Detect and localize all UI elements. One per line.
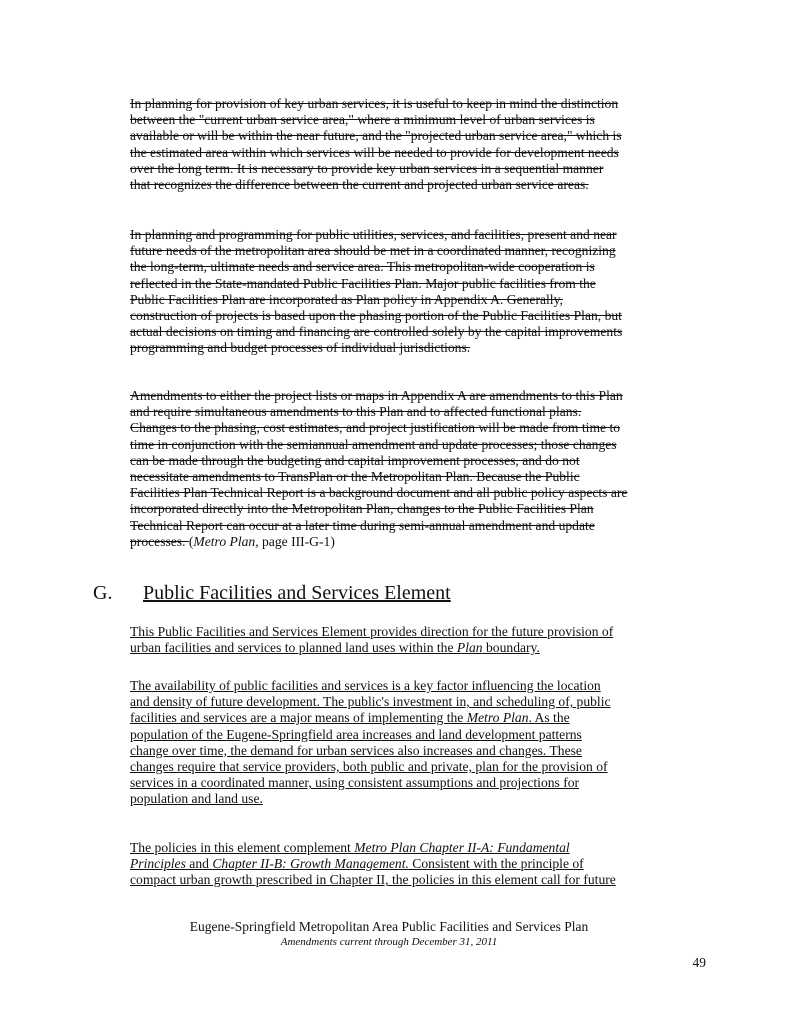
text-line: time in conjunction with the semiannual amendment and update processes; those changes: [130, 436, 617, 452]
text-line: Public Facilities Plan are incorporated as Plan policy in Appendix A. Generally,: [130, 291, 563, 307]
text-line: construction of projects is based upon the phasing portion of the Public Facilities Plan, but: [130, 308, 622, 324]
text-line: the estimated area within which services will be needed to provide for development needs: [130, 144, 619, 160]
text-line: Changes to the phasing, cost estimates, and project justification will be made from time to: [130, 420, 621, 436]
text-line: actual decisions on timing and financing are controlled solely by the capital improvements: [130, 324, 623, 340]
text-line: programming and budget processes of individual jurisdictions.: [130, 340, 471, 356]
text-line: reflected in the State-mandated Public Facilities Plan. Major public facilities from the: [130, 275, 596, 291]
chapter-ref-italic: Principles: [130, 856, 186, 872]
text-line: [130, 710, 710, 726]
text-line: that recognizes the difference between the current and projected urban service areas.: [130, 177, 589, 193]
text-run: boundary.: [482, 640, 540, 656]
text-line: The availability of public facilities and services is a key factor influencing the location: [130, 678, 601, 693]
citation-page: page III-G-1): [258, 533, 335, 549]
citation-paren: (: [188, 533, 194, 549]
text-run: facilities and services are a major means of implementing the: [130, 710, 467, 726]
text-line: In planning for provision of key urban services, it is useful to keep in mind the distinction: [130, 96, 619, 111]
text-line: In planning and programming for public utilities, services, and facilities, present and near: [130, 227, 617, 242]
deleted-paragraph-3: [130, 388, 710, 550]
text-line: This Public Facilities and Services Element provides direction for the future provision of: [130, 624, 614, 639]
text-line: services in a coordinated manner, using consistent assumptions and projections for: [130, 775, 580, 791]
text-line: [130, 840, 710, 856]
text-line: and require simultaneous amendments to this Plan and to affected functional plans.: [130, 404, 582, 420]
text-line: Facilities Plan Technical Report is a background document and all public policy aspects are: [130, 485, 628, 501]
text-line: [130, 640, 710, 656]
citation-title: Metro Plan,: [193, 533, 259, 549]
footer-title: Eugene-Springfield Metropolitan Area Public Facilities and Services Plan: [189, 919, 589, 934]
text-line: over the long term. It is necessary to provide key urban services in a sequential manner: [130, 160, 604, 176]
text-line: the long-term, ultimate needs and service area. This metropolitan-wide cooperation is: [130, 259, 595, 275]
text-line: available or will be within the near future, and the "projected urban service area," which is: [130, 128, 622, 144]
text-line: Amendments to either the project lists or maps in Appendix A are amendments to this Plan: [130, 388, 623, 403]
text-line: future needs of the metropolitan area should be met in a coordinated manner, recognizing: [130, 243, 616, 259]
text-line-citation: [130, 534, 710, 550]
text-run: and: [185, 856, 213, 872]
text-line: necessitate amendments to TransPlan or the Metropolitan Plan. Because the Public: [130, 469, 580, 485]
text-line: population and land use.: [130, 791, 263, 807]
text-line: change over time, the demand for urban services also increases and changes. These: [130, 742, 582, 758]
footer-subtitle: Amendments current through December 31, 2011: [280, 936, 498, 948]
text-line: incorporated directly into the Metropolitan Plan, changes to the Public Facilities Plan: [130, 501, 594, 517]
text-line: population of the Eugene-Springfield area increases and land development patterns: [130, 726, 582, 742]
chapter-ref-italic: Metro Plan Chapter II-A: Fundamental: [354, 840, 570, 855]
deleted-paragraph-1: [130, 96, 710, 193]
text-line: and density of future development. The public's investment in, and scheduling of, public: [130, 694, 611, 710]
text-line: between the "current urban service area," where a minimum level of urban services is: [130, 112, 595, 128]
chapter-ref-italic: Chapter II-B: Growth Management.: [212, 856, 409, 872]
text-line: can be made through the budgeting and capital improvement processes, and do not: [130, 452, 580, 468]
added-paragraph-2: [130, 678, 710, 808]
plan-italic: Plan: [456, 640, 483, 656]
text-run: The policies in this element complement: [130, 840, 355, 855]
text-run: urban facilities and services to planned land uses within the: [130, 640, 457, 656]
metro-plan-italic: Metro Plan: [466, 710, 529, 726]
section-letter: G.: [93, 582, 113, 604]
section-title: Public Facilities and Services Element: [143, 582, 451, 604]
section-heading: [93, 581, 451, 605]
deleted-paragraph-2: [130, 227, 710, 357]
text-line: changes require that service providers, both public and private, plan for the provision of: [130, 759, 608, 775]
text-line: Technical Report can occur at a later time during semi-annual amendment and update: [130, 517, 595, 533]
page-number: 49: [692, 955, 706, 970]
text-run: Consistent with the principle of: [408, 856, 584, 872]
added-paragraph-3: [130, 840, 710, 889]
struck-text: processes.: [130, 533, 189, 549]
text-run: . As the: [528, 710, 570, 726]
text-line: compact urban growth prescribed in Chapter II, the policies in this element call for future: [130, 872, 616, 888]
text-line: [130, 856, 710, 872]
added-paragraph-1: [130, 624, 710, 656]
